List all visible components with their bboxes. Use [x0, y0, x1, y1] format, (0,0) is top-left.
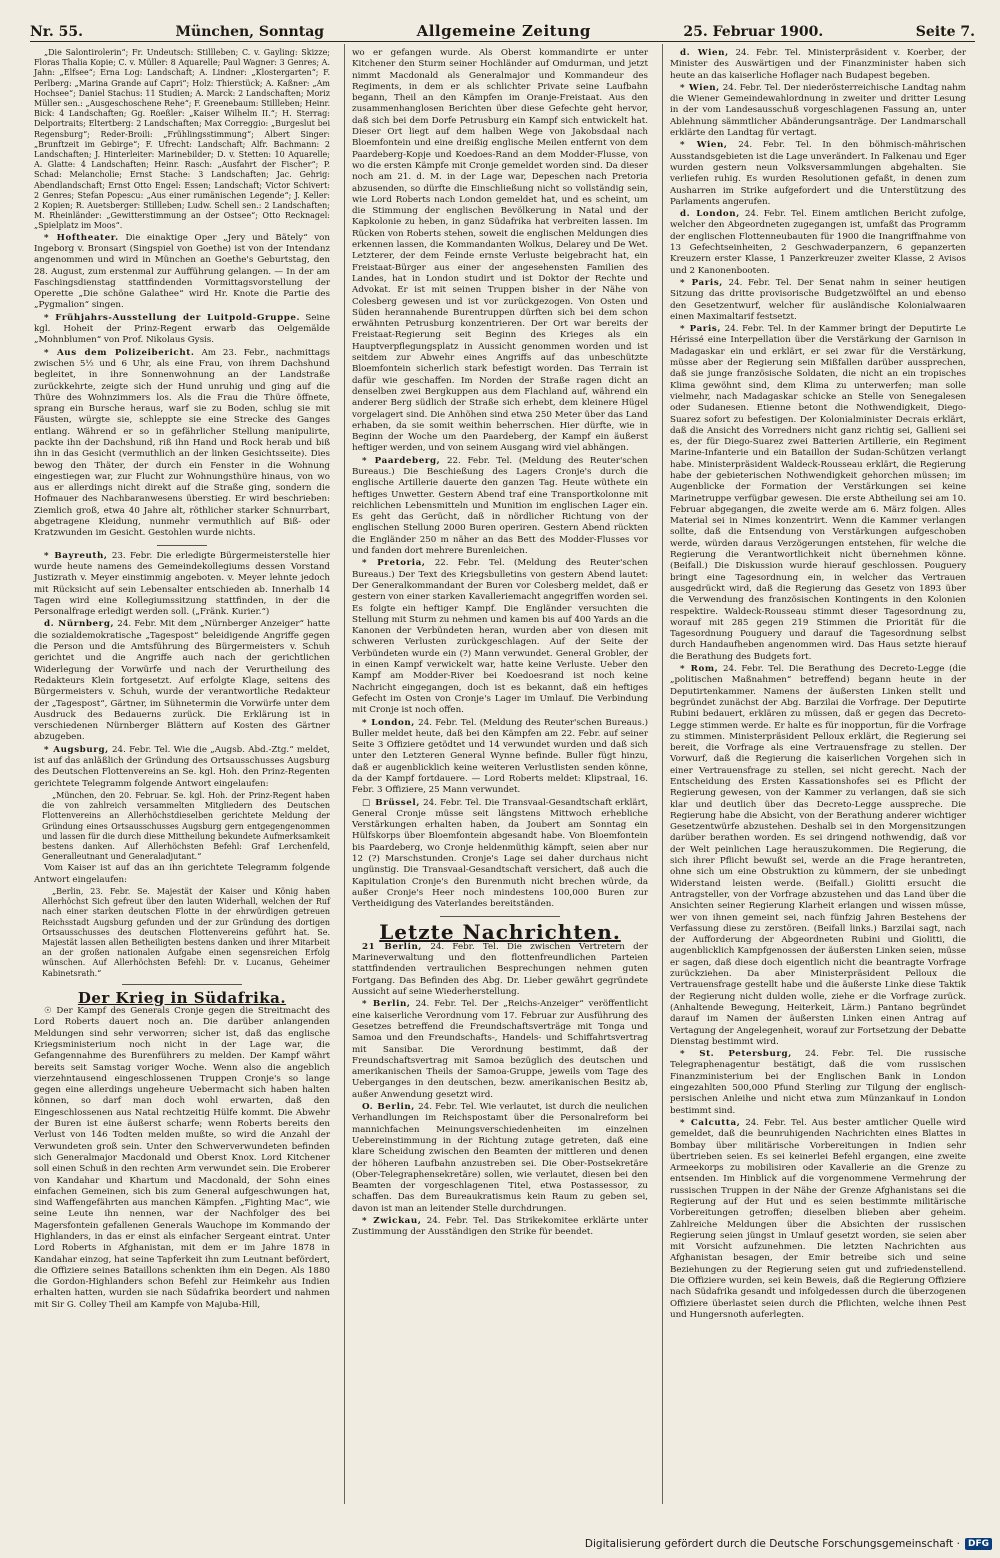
- masthead: [30, 14, 975, 40]
- article-bayreuth: * Bayreuth, 23. Febr. Die erledigte Bürgermeisterstelle hier wurde heute namens des Gemeindekollegiums dessen Vorstand Justizrath v. Meyer einstimmig angeboten. v. Meyer lehnte jedoch mit Rücksicht auf sein Lebensalter entschieden ab. Innerhalb 14 Tagen wird eine Kollegiumssitzung stattfinden, in der die Personalfrage erledigt werden soll. („Fränk. Kurier.“): [34, 550, 330, 618]
- issue-number: Nr. 55.: [30, 24, 83, 40]
- article-keyword: 21 Berlin,: [362, 941, 423, 952]
- article-krieg: ☉ Der Kampf des Generals Cronje gegen die Streitmacht des Lord Roberts dauert noch an. Die darüber anlangenden Meldungen sind sehr verworren; sicher ist, daß das englische Kriegsministerium noch nicht in der Lage war, die Gefangennahme des Burenführers zu melden. Der Kampf währt bereits seit Samstag voriger Woche. Wenn also die angeblich vierzehntausend eingeschlossenen Truppen Cronje's so lange gegen eine allerdings ungeheure Uebermacht sich haben halten können, so darf man doch wohl erwarten, daß den Eingeschlossenen aus Natal rechtzeitig Hülfe kommt. Die Abwehr der Buren ist eine äußerst scharfe; wenn Roberts bereits den Verlust von 146 Todten melden mußte, so wird die Anzahl der Verwundeten groß sein. Unter den Schwerverwundeten befinden sich Generalmajor Macdonald und Oberst Knox. Lord Kitchener soll einen Schuß in den rechten Arm verwundet sein. Die Eroberer von Kandahar und Khartum und Macdonald, der Sohn eines einfachen Gemeinen, sich bis zum General aufgeschwungen hat, sind Waffengefährten aus manchen Kämpfen. „Fighting Mac“, wie seine Leute ihn nennen, war der Nachfolger des bei Magersfontein gefallenen Generals Wauchope im Kommando der Highlanders, in das er einst als einfacher Sergeant eintrat. Unter Lord Roberts in Afghanistan, mit dem er im Jahre 1878 in Kandahar einzog, hat seine Tapferkeit ihn zum Leutnant befördert, die Offiziere seines Bataillons schenkten ihm ein Degen. Als 1880 die Gordon-Highlanders schon Befehl zur Heimkehr aus Indien erhalten hatten, wurden sie nach Südafrika beordert und nahmen mit Sir G. Colley Theil am Kampfe von Majuba-Hill,: [34, 1006, 330, 1310]
- article-wien-1: d. Wien, 24. Febr. Tel. Ministerpräsident v. Koerber, der Minister des Auswärtigen und der Finanzminister haben sich heute an das kaiserliche Hoflager nach Budapest begeben.: [670, 48, 966, 81]
- article-hoftheater: * Hoftheater. Die einaktige Oper „Jery und Bätely“ von Ingeborg v. Bronsart (Singspiel von Goethe) ist von der Intendanz angenommen und wird in München an Goethe's Geburtstag, den 28. August, zum erstenmal zur Aufführung gelangen. — In der am Faschingsdienstag stattfindenden Vormittagsvorstellung der Operette „Die schöne Galathee“ wird Hr. Knote die Partie des „Pygmalion“ singen.: [34, 232, 331, 311]
- article-keyword: * St. Petersburg,: [680, 1049, 792, 1060]
- article-london: * London, 24. Febr. Tel. (Meldung des Reuter'schen Bureaus.) Buller meldet heute, daß bei den Kämpfen am 22. Febr. auf seiner Seite 3 Offiziere getödtet und 14 verwundet wurden und daß sich unter den Letzteren General Wynne befinde. Buller fügt hinzu, daß er augenblicklich keine weiteren Verlustlisten senden könne, da der Kampf fortdauere. — Lord Roberts meldet: Klipstraal, 16. Febr. 3 Offiziere, 25 Mann verwundet.: [352, 717, 648, 796]
- article-keyword: * Paardeberg,: [362, 455, 441, 466]
- separator: [122, 984, 242, 985]
- article-keyword: * Berlin,: [362, 999, 411, 1010]
- place-day: München, Sonntag: [175, 24, 325, 40]
- separator: [157, 545, 207, 546]
- article-keyword: * Paris,: [680, 277, 723, 288]
- article-keyword: * Wien,: [680, 82, 720, 93]
- article-kaiser-intro: Vom Kaiser ist auf das an ihn gerichtete Telegramm folgende Antwort eingelaufen:: [34, 863, 330, 885]
- article-krieg-continued: wo er gefangen wurde. Als Oberst kommandirte er unter Kitchener den Sturm seiner Hochländer auf Omdurman, und jetzt nimmt Macdonald als Generalmajor und Kommandeur des Regiments, in dem er als schlichter Private seine Laufbahn begann, Theil an den Kämpfen im Oranje-Freistaat. Aus den zusammenhanglosen Berichten über diese Gefechte geht hervor, daß sich bei dem Dorfe Petrusburg ein Kampf sich entwickelt hat. Dieser Ort liegt auf dem halben Wege von Jakobsdaal nach Bloemfontein und eine dreißig englische Meilen entfernt von dem Paardeberg-Kopje und Koedoes-Rand an dem Modder-Flusse, von wo die ersten Kämpfe mit Cronje gemeldet worden sind. Da dieser noch am 21. d. M. in der Lage war, Depeschen nach Pretoria abzusenden, so dürfte die Einschließung nicht so vollständig sein, wie Lord Roberts nach London gemeldet hat, und es scheint, um die Stimmung der englischen Bevölkerung in Natal und der Kapkolonie zu heben, in ganz Südafrika hat verbreiten lassen. Im Rücken von Roberts stehen, soweit die englischen Meldungen dies erkennen lassen, die Kommandanten Wolkus, Delarey und De Wet. Letzterer, der dem Feinde ernste Verluste beigebracht hat, ein Freistaat-Bürger aus einer der angesehensten Familien des Landes, hat in London studirt und ist Doktor der Rechte und Advokat. Er ist mit seinen Truppen bisher in der Nähe von Colesberg gewesen und ist vor zurückgezogen. Von Osten und Süden herannahende Burentruppen dürften sich bei dem schon erwähnten Petrusburg konzentrieren. Der Ort war bereits der Freistaat-Regierung seit Beginn des Krieges als ein Hauptverpflegungsplatz in Aussicht genommen worden und ist seitdem zur Abwehr eines Angriffs auf das unbeschützte Bloemfontein sicherlich stark befestigt worden. Das Terrain ist dafür wie geschaffen. Im Norden der Straße ragen dicht an denselben zwei Bergkuppen aus dem Flachland auf, während ein anderer Berg südlich der Straße sich erhebt, dem kleinere Hügel vorgelagert sind. Die Anhöhen sind etwa 250 Meter über das Land erhaben, da sie somit weithin beherrschen. Hier dürfte, wie in Beginn der Woche um den Paardeberg, der Kampf ein äußerst heftiger werden, und von seinem Ausgang wird viel abhängen.: [352, 48, 648, 454]
- article-paris-1: * Paris, 24. Febr. Tel. Der Senat nahm in seiner heutigen Sitzung das dritte provisorische Budgetzwölftel an und ebenso den Gesetzentwurf, welcher für ausländische Kolonialwaaren einen Maximaltarif festsetzt.: [670, 277, 966, 322]
- article-exhibition-list: „Die Salontirolerin“; Fr. Undeutsch: Stillleben; C. v. Gayling: Skizze; Floras Thalia Kopie; C. v. Müller: 8 Aquarelle; Paul Wagner: 3 Genres; A. Jahn: „Elfsee“; Erna Log: Landschaft; A. Lindner: „Klostergarten“; F. Perlberg: „Marina Grande auf Capri“; Holz: Thierstück; A. Kaßner: „Am Hochsee“; Daniel Stachus: 11 Studien; A. Marck: 2 Landschaften; Moriz Müller sen.: „Ausgeschoschene Rehe“; F. Greenebaum: Stillleben; Heinr. Bick: 4 Landschaften; Gg. Roeßler: „Kaiser Wilhelm II.“; H. Sterrag: Delportraits; Eltertberg: 2 Landschaften; Max Correggio: „Burgeslut bei Regensburg“; Reder-Broili: „Frühlingsstimmung“; Albert Singer: „Brunftzeit im Gebirge“; F. Ufrecht: Landschaft; Alfr. Bachmann: 2 Landschaften; J. Hinterleiter: Marinebilder; D. v. Stetten: 10 Aquarelle; A. Glatte: 4 Landschaften; Heinr. Rasch: „Ausfahrt der Fischer“; P. Schad: Melancholie; Ernst Stache: 3 Landschaften; Jac. Gehrig: Abendlandschaft; Ernst Otto Engel: Essen; Landschaft; Victor Schivert: 2 Genres; Stefan Popescu: „Aus einer rumänischen Legende“; J. Keller: 2 Kopien; R. Auetsberger: Stillleben; Ludw. Schell sen.: 2 Landschaften; M. Rheinländer: „Gewitterstimmung an der Ostsee“; Otto Recknagel: „Spielplatz im Moos“.: [34, 48, 330, 231]
- article-keyword: * Augsburg,: [44, 744, 109, 755]
- article-berlin-3: O. Berlin, 24. Febr. Tel. Wie verlautet, ist durch die neulichen Verhandlungen im Reichspostamt über die Personalreform bei mannichfachen Meinungsverschiedenheiten im einzelnen Uebereinstimmung in der Richtung zutage getreten, daß eine klare Scheidung zwischen den Beamten der mittleren und denen der höheren Laufbahn anzustreben sei. Die Ober-Postsekretäre (Ober-Telegraphensekretäre) sollen, wie verlautet, diesen bei den Beamten der vorgeschlagenen Titel, etwa Postassessor, zu schaffen. Das dem Bureaukratismus kein Raum zu geben sei, davon ist man an leitender Stelle durchdrungen.: [352, 1102, 648, 1214]
- article-wien-3: * Wien, 24. Febr. Tel. In den böhmisch-mährischen Ausstandsgebieten ist die Lage unverändert. In Falkenau und Eger wurden gestern neun Volksversammlungen abgehalten. Sie verliefen ruhig. Es wurden Resolutionen gefaßt, in denen zum Ausharren im Strike aufgefordert und die Unterstützung des Parlaments angerufen.: [670, 140, 966, 207]
- article-rom: * Rom, 24. Febr. Tel. Die Berathung des Decreto-Legge (die „politischen Maßnahmen“ betreffend) begann heute in der Deputirtenkammer. Namens der äußersten Linken stellt und begründet zunächst der Abg. Barzilai die Vorfrage. Der Deputirte Rubini bedauert, erklären zu müssen, daß er gegen das Decreto-Legge stimmen werde. Er halte es für inopportun, für die Vorfrage zu stimmen. Ministerpräsident Pelloux erklärt, die Regierung sei bereit, die Vorfrage als eine Vertrauensfrage zu stellen. Der Vorwurf, daß die Regierung die kaiserlichen Vorgehen sich in einer Vertrauensfrage zu stellen, sei nicht gerecht. Nach der Entscheidung des Ersten Kassationshofes sei es Pflicht der Regierung gewesen, von der Kammer zu verlangen, daß sie sich klar und deutlich über das Decreto-Legge ausspreche. Die Regierung habe die Absicht, von der Berathung anderer wichtiger Gesetzentwürfe abzustehen. Deshalb sei in den Morgensitzungen darüber berathen worden. Es sei dringend nothwendig, daß vor der Welt peinlichen Lage herauszukommen. Die Regierung, die sich ihrer Pflicht bewußt sei, werde an die Frage herantreten, ohne sich um eine Obstruktion zu kümmern, der sie unbedingt Widerstand leisten werde. (Beifall.) Giolitti ersucht die Antragsteller, von der Vorfrage abzustehen und das Land über die Ansichten seiner Regierung Klarheit erlangen und wissen müsse, wer von ihnen gemeint sei, nach fünfzig Jahren Bestehens der Verfassung diese zu zerstören. (Beifall links.) Barzilai sagt, nach der Aufforderung der Abgeordneten Rubini und Giolitti, die augenblicklich Kampfgenossen der äußersten Linken seien, müsse er sagen, daß diese doch eigentlich nicht die beantragte Vorfrage zurückziehen. Da aber Ministerpräsident Pelloux die Vertrauensfrage gestellt habe und die äußerste Linke diese Taktik der Regierung nicht dulden wolle, ziehe er die Vorfrage zurück. (Anhaltende Bewegung, Heiterkeit, Lärm.) Pantano begründet darauf im Namen der äußersten Linken einen Antrag auf Vertagung der Angelegenheit, worauf zur Fortsetzung der Debatte Dienstag bestimmt wird.: [670, 664, 967, 1047]
- column-divider-1: [344, 44, 345, 1504]
- article-keyword: * Rom,: [680, 664, 719, 675]
- dfg-logo-icon: DFG: [965, 1538, 992, 1550]
- masthead-rule: [30, 41, 975, 42]
- article-keyword: * Hoftheater.: [44, 232, 119, 243]
- footer-text: Digitalisierung gefördert durch die Deutsche Forschungsgemeinschaft ·: [584, 1538, 960, 1550]
- article-keyword: * Frühjahrs-Ausstellung der Luitpold-Gruppe.: [44, 312, 301, 323]
- article-keyword: * Wien,: [680, 140, 728, 151]
- article-keyword: d. London,: [680, 209, 740, 220]
- article-paardeberg: * Paardeberg, 22. Febr. Tel. (Meldung des Reuter'schen Bureaus.) Die Beschießung des Lagers Cronje's durch die englische Artillerie dauerte den ganzen Tag. Heute wüthete ein heftiges Unwetter. Gestern Abend traf eine Transportkolonne mit reichlichen Lebensmitteln und Munition im englischen Lager ein. Es geht das Gerücht, daß in nördlicher Richtung von der englischen Stellung 2000 Buren operiren. Gestern Abend rückten die Engländer 250 m näher an das Bett des Modder-Flusses vor und fanden dort mehrere Burenleichen.: [352, 455, 649, 557]
- article-keyword: * Calcutta,: [680, 1117, 741, 1128]
- article-keyword: □ Brüssel,: [362, 797, 420, 808]
- column-3: [670, 48, 966, 1322]
- column-2: [352, 48, 648, 1240]
- article-london-fleet: d. London, 24. Febr. Tel. Einem amtlichen Bericht zufolge, welcher den Abgeordneten zugegangen ist, umfaßt das Programm der englischen Flottenneubauten für 1900 die Inangriffnahme von 13 Gefechtseinheiten, 2 Geschwaderpanzern, 6 gepanzerten Kreuzern erster Klasse, 1 Panzerkreuzer zweiter Klasse, 2 Avisos und 2 Kanonenbooten.: [670, 209, 966, 276]
- separator: [440, 916, 560, 917]
- article-keyword: O. Berlin,: [362, 1102, 415, 1113]
- article-zwickau: * Zwickau, 24. Febr. Tel. Das Strikekomitee erklärte unter Zustimmung der Ausständigen den Strike für beendet.: [352, 1215, 649, 1238]
- article-luitpold: * Frühjahrs-Ausstellung der Luitpold-Gruppe. Seine kgl. Hoheit der Prinz-Regent erwarb das Oelgemälde „Mohnblumen“ von Prof. Nikolaus Gysis.: [34, 312, 330, 346]
- article-keyword: * Paris,: [680, 324, 721, 335]
- article-keyword: * Aus dem Polizeibericht.: [44, 347, 195, 358]
- article-keyword: d. Wien,: [680, 48, 729, 58]
- article-nuernberg: d. Nürnberg, 24. Febr. Mit dem „Nürnberger Anzeiger“ hatte die sozialdemokratische „Tagespost“ beleidigende Angriffe gegen die Person und die Amtsführung des Bürgermeisters v. Schuh gerichtet und die Angriffe auch nach der gerichtlichen Widerlegung der Vorwürfe und nach der Verurtheilung des Redakteurs Klein fortgesetzt. Auf erfolgte Klage, seitens des Bürgermeisters v. Schuh, wurde der verantwortliche Redakteur der „Tagespost“, Gärtner, im Sühnetermin die Vorwürfe unter dem Ausdruck des Bedauerns zurück. Die Erklärung ist in verschiedenen Nürnberger Blättern auf Kosten des Gärtner abzugeben.: [34, 619, 331, 743]
- article-berlin-2: * Berlin, 24. Febr. Tel. Der „Reichs-Anzeiger“ veröffentlicht eine kaiserliche Verordnung vom 17. Februar zur Ausführung des Gesetzes betreffend die Freundschaftsverträge mit Tonga und Samoa und den Freundschafts-, Handels- und Schiffahrtsvertrag mit Sansibar. Die Verordnung bestimmt, daß der Freundschaftsvertrag mit Samoa bezüglich des deutschen und amerikanischen Theils der Samoa-Gruppe, jeweils vom Tage des Ueberganges in den deutschen, bezw. amerikanischen Besitz ab, außer Anwendung gesetzt wird.: [352, 999, 649, 1100]
- newspaper-page: [30, 14, 975, 1514]
- article-paris-2: * Paris, 24. Febr. Tel. In der Kammer bringt der Deputirte Le Hérissé eine Interpellation über die Verstärkung der Garnison in Madagaskar ein und erklärt, er sei zwar für die Verstärkung, müsse aber der Regierung sein Mißfallen darüber aussprechen, daß sie junge französische Soldaten, die nicht an ein tropisches Klima gewöhnt sind, dem Klima zu unterwerfen; man solle vielmehr, nach Madagaskar schicke an Stelle von Senegalesen oder Sudanesen. Etienne betont die Nothwendigkeit, Diego-Suarez sofort zu befestigen. Der Kolonialminister Decrais erklärt, daß die Ansicht des Vorredners nicht ganz richtig sei, Gallieni sei es, der für Diego-Suarez zwei Batterien Artillerie, ein Regiment Marine-Infanterie und ein Bataillon der Sudan-Schützen verlangt habe. Ministerpräsident Waldeck-Rousseau erklärt, die Regierung habe der gebieterischen Nothwendigkeit gehorchen müssen; im Augenblicke der Formation der Verstärkungen sei keine Marinetruppe verfügbar gewesen. Die erste Abtheilung sei am 10. Februar abgegangen, die zweite werde am 6. März folgen. Alles Material sei in Nimes konzentrirt. Wenn die Kammer verlangen sollte, daß die Entsendung von Verstärkungen aufgeschoben werde, würden daraus Verzögerungen entstehen, für welche die Regierung die Verantwortlichkeit nicht übernehmen könne. (Beifall.) Die Diskussion wurde hierauf geschlossen. Pouguery bringt eine Tagesordnung ein, in welcher das Vertrauen ausgedrückt wird, daß die Regierung das Gesetz von 1893 über die Verwendung des französischen Kontingents in den Kolonien respektire. Waldeck-Rousseau stimmt dieser Tagesordnung zu, worauf mit 285 gegen 219 Stimmen die Priorität für die Tagesordnung Pouguery und darauf die Tagesordnung selbst durch Handaufheben angenommen wird. Das Haus setzte hierauf die Berathung des Budgets fort.: [670, 324, 967, 662]
- article-keyword: * London,: [362, 717, 415, 728]
- article-calcutta: * Calcutta, 24. Febr. Tel. Aus bester amtlicher Quelle wird gemeldet, daß die beunruhigenden Nachrichten eines Blattes in Bombay über militärische Vorbereitungen in Indien sehr übertrieben seien. Es sei keinerlei Befehl ergangen, eine zweite Armeekorps zu mobilisiren oder Kavallerie an die Grenze zu entsenden. Im Hinblick auf die vorgenommene Vermehrung der russischen Truppen in der Nähe der Grenze Afghanistans sei die Regierung auf der Hut und es seien bestimmte militärische Vorbereitungen getroffen; dieselben blieben aber geheim. Zahlreiche Meldungen über die Absichten der russischen Regierung seien jüngst in Umlauf gesetzt worden, sie seien aber mit Vorsicht aufzunehmen. Die letzten Nachrichten aus Afghanistan besagen, der Emir betreibe sich und seine Beziehungen zu der Regierung seien gut und zufriedenstellend. Die Offiziere wurden, sei kein Beweis, daß die Regierung Offiziere nach Südafrika gesandt und infolgedessen durch die überzogenen Offiziere überlastet seien durch die Pflichten, welche ihnen Pest und Hungersnoth auferlegten.: [670, 1117, 967, 1320]
- page-number: Seite 7.: [915, 24, 975, 40]
- article-bruessel: □ Brüssel, 24. Febr. Tel. Die Transvaal-Gesandtschaft erklärt, General Cronje müsse seit längstens Mittwoch erhebliche Verstärkungen erhalten haben, da Joubert am Sonntag ein Hülfskorps über Bloemfontein abgesandt habe. Von Bloemfontein bis Paardeberg, wo Cronje heldenmüthig kämpft, seien aber nur 12 (?) Marschstunden. Cronje's Lage sei daher durchaus nicht ungünstig. Die Transvaal-Gesandtschaft versichert, daß auch die Kapitulation Cronje's den Burenmuth nicht brechen würde, da außer Cronje's Heer noch mindestens 100,000 Buren zur Vertheidigung des Vaterlandes bereitständen.: [352, 797, 649, 910]
- section-title-letzte-nachrichten: Letzte Nachrichten.: [379, 919, 621, 944]
- newspaper-title: Allgemeine Zeitung: [416, 22, 591, 40]
- article-st-petersburg: * St. Petersburg, 24. Febr. Tel. Die russische Telegraphenagentur bestätigt, daß die vom russischen Finanzministerium bei der Englischen Bank in London eingezahlten 500,000 Pfund Sterling zur Tilgung der englisch-persischen Anleihe und nicht etwa zum Münzankauf in London bestimmt sind.: [670, 1049, 966, 1116]
- digitization-footer: [585, 1538, 992, 1550]
- quote-kaiser: „Berlin, 23. Febr. Se. Majestät der Kaiser und König haben Allerhöchst Sich gefreut über den lauten Widerhall, welchen der Ruf nach einer starken deutschen Flotte in der ehrwürdigen getreuen Reichsstadt Augsburg gefunden und der zur Gründung des dortigen Ortsausschusses des deutschen Flottenvereins geführt hat. Se. Majestät lassen allen Betheiligten bestens danken und ihrer Mitarbeit an der großen nationalen Aufgabe einen segensreichen Erfolg wünschen. Auf Allerhöchsten Befehl: Dr. v. Lucanus, Geheimer Kabinetsrath.“: [42, 886, 330, 978]
- article-keyword: * Zwickau,: [362, 1215, 422, 1226]
- article-pretoria: * Pretoria, 22. Febr. Tel. (Meldung des Reuter'schen Bureaus.) Der Text des Kriegsbulletins von gestern Abend lautet: Der Generalkommandant der Buren vor Colesberg meldet, daß er gestern von einer starken Kavalleriemacht angegriffen worden sei. Es folgte ein heftiger Kampf. Die Engländer versuchten die Stellung mit Sturm zu nehmen und kamen bis auf 400 Yards an die Kanonen der Verbündeten heran, wurden aber von diesen mit schweren Verlusten zurückgeschlagen. Auf der Seite der Verbündeten wurde ein (?) Mann verwundet. General Grobler, der in einen Kampf verwickelt war, hatte keine Verluste. Ueber den Kampf am Modder-River bei Koedoesrand ist noch keine Nachricht eingegangen, doch ist es bekannt, daß ein heftiges Gefecht im Osten von Cronje's Lager im Umlauf. Die Verbindung mit Cronje ist noch offen.: [352, 558, 649, 716]
- article-keyword: d. Nürnberg,: [44, 619, 115, 630]
- article-keyword: * Bayreuth,: [44, 550, 108, 561]
- quote-prince-regent: „München, den 20. Februar. Se. kgl. Hoh. der Prinz-Regent haben die von zahlreich versammelten Mitgliedern des Deutschen Flottenvereins an Allerhöchstdieselben gerichtete Meldung der Gründung eines Ortsausschusses Augsburg gern entgegengenommen und lassen für die durch diese Mittheilung bekundete Aufmerksamkeit bestens danken. Auf Allerhöchsten Befehl: Graf Lerchenfeld, Generalleutnant und Generaladjutant.“: [42, 790, 330, 862]
- section-title-krieg: Der Krieg in Südafrika.: [77, 988, 287, 1007]
- article-berlin-1: 21 Berlin, 24. Febr. Tel. Die zwischen Vertretern der Marineverwaltung und den flottenfreundlichen Parteien stattfindenden vertraulichen Besprechungen nehmen guten Fortgang. Das Befinden des Abg. Dr. Lieber gewährt gegründete Aussicht auf seine Wiederherstellung.: [352, 941, 648, 998]
- article-augsburg: * Augsburg, 24. Febr. Tel. Wie die „Augsb. Abd.-Ztg.“ meldet, ist auf das anläßlich der Gründung des Ortsausschusses Augsburg des Deutschen Flottenvereins an Se. kgl. Hoh. den Prinz-Regenten gerichtete Telegramm folgende Antwort eingelaufen:: [34, 744, 331, 789]
- article-polizeibericht: * Aus dem Polizeibericht. Am 23. Febr., nachmittags zwischen 5½ und 6 Uhr, als eine Frau, von ihrem Dachshund begleitet, in ihre Sonnenwohnung an der Landstraße zurückkehrte, zeigte sich der Hund unruhig und ging auf die Thüre des Wohnzimmers los. Als die Frau die Thüre öffnete, sprang ein Bursche heraus, warf sie zu Boden, schlug sie mit Fäusten, würgte sie, schleppte sie eine Strecke des Ganges entlang. Während er so in gefährlicher Stellung manipulirte, packte ihn der Dachshund, riß ihn Hand und Rock herab und biß ihn in das Gesicht (vermuthlich an der linken Gesichtsseite). Dies bewog den Thäter, der durch ein Fenster in die Wohnung eingestiegen war, zur Flucht zur Wohnungsthüre hinaus, von wo aus er allerdings nicht direkt auf die Straße ging, sondern die Hofmauer des Nachbaranwesens überstieg. Er wird beschrieben: Ziemlich groß, etwa 40 Jahre alt, röthlicher starker Schnurrbart, abgetragene Kleidung, nunmehr vermuthlich auf Biß- oder Kratzwunden im Gesicht. Gestohlen wurde nichts.: [34, 347, 330, 539]
- issue-date: 25. Februar 1900.: [683, 24, 824, 40]
- column-1: [34, 48, 330, 1312]
- article-wien-2: * Wien, 24. Febr. Tel. Der niederösterreichische Landtag nahm die Wiener Gemeindewahlordnung in zweiter und dritter Lesung in der vom Landesausschuß vorgeschlagenen Fassung an, unter Ablehnung sämmtlicher Abänderungsanträge. Der Landmarschall erklärte den Landtag für vertagt.: [670, 82, 966, 139]
- column-divider-2: [662, 44, 663, 1504]
- article-keyword: * Pretoria,: [362, 558, 426, 569]
